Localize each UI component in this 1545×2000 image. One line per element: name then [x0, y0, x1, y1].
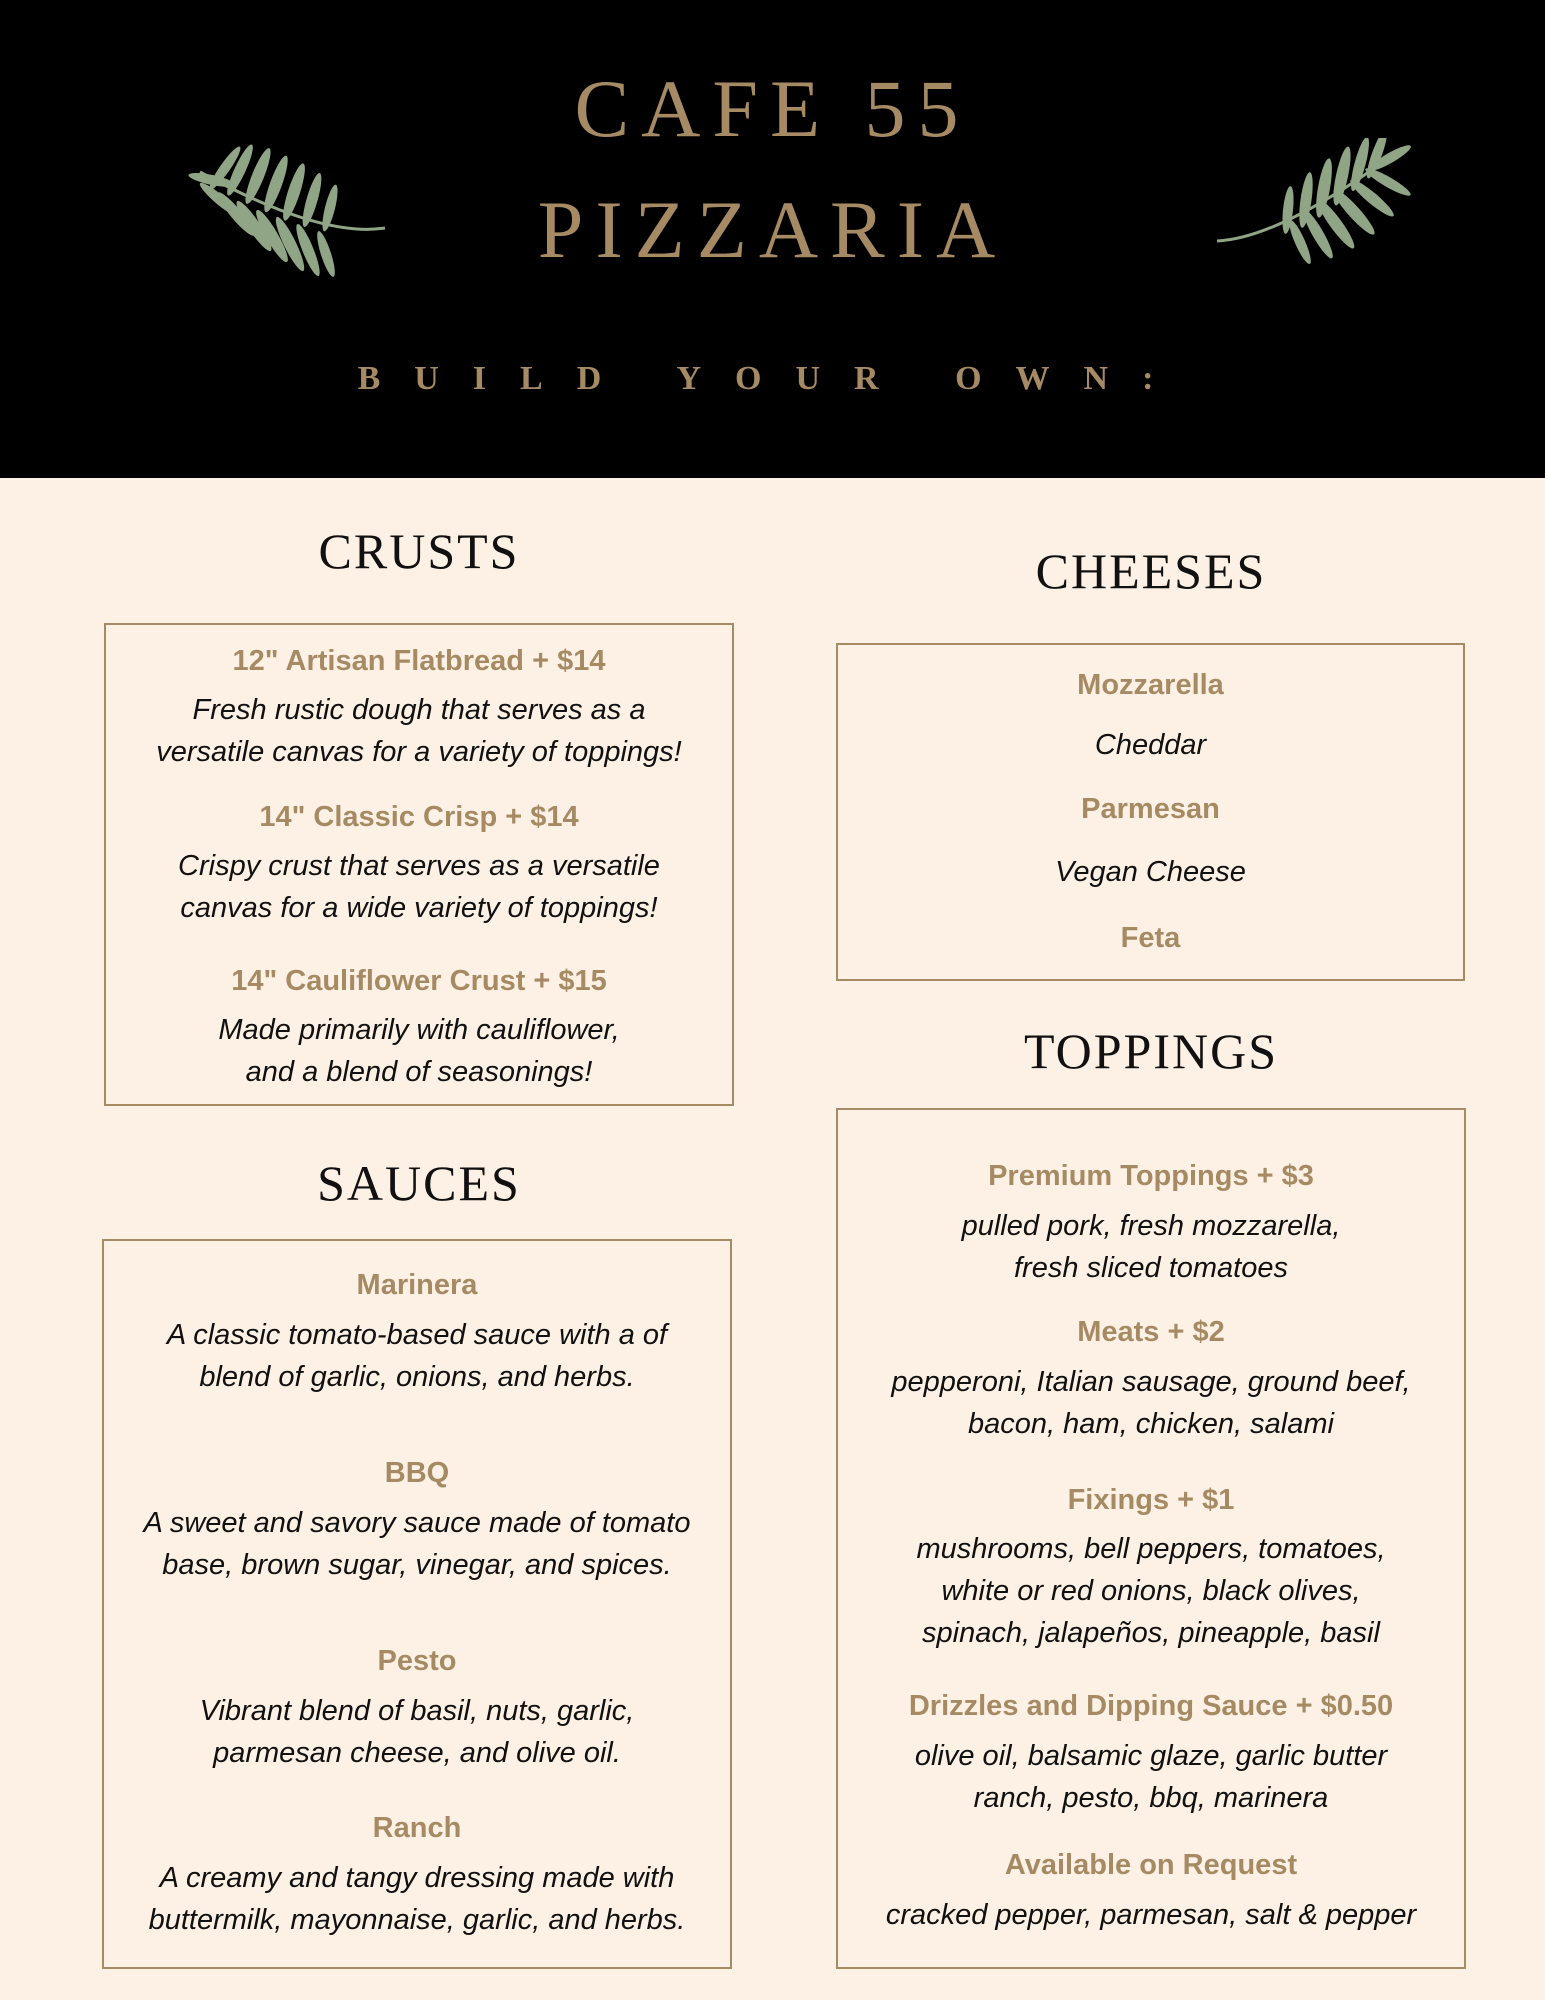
sauces-box	[102, 1239, 732, 1969]
sauce-description: base, brown sugar, vinegar, and spices.	[162, 1549, 672, 1581]
cheese-item: Feta	[1120, 922, 1181, 954]
sauce-name: Ranch	[372, 1812, 462, 1844]
cheese-item: Parmesan	[1081, 793, 1220, 825]
topping-group-name: Available on Request	[1004, 1849, 1298, 1881]
topping-list: fresh sliced tomatoes	[1013, 1252, 1288, 1284]
build-your-own-heading: BUILD YOUR OWN:	[357, 360, 1188, 397]
crust-description: versatile canvas for a variety of toppings!	[156, 736, 682, 768]
crust-name: 14" Cauliflower Crust + $15	[231, 965, 607, 997]
toppings-title: TOPPINGS	[1023, 1023, 1279, 1079]
topping-list: pulled pork, fresh mozzarella,	[961, 1210, 1341, 1242]
topping-list: pepperoni, Italian sausage, ground beef,	[891, 1366, 1411, 1398]
topping-list: white or red onions, black olives,	[941, 1575, 1361, 1607]
toppings-box	[836, 1108, 1466, 1969]
crust-name: 12" Artisan Flatbread + $14	[232, 645, 606, 677]
cheese-item: Vegan Cheese	[1055, 856, 1246, 888]
sauces-title: SAUCES	[317, 1155, 521, 1211]
sauce-description: A creamy and tangy dressing made with	[159, 1862, 675, 1894]
sauce-description: A sweet and savory sauce made of tomato	[143, 1507, 691, 1539]
topping-group-name: Premium Toppings + $3	[988, 1160, 1314, 1192]
cheese-item: Mozzarella	[1077, 669, 1224, 701]
sauce-name: BBQ	[384, 1457, 450, 1489]
topping-list: bacon, ham, chicken, salami	[968, 1408, 1334, 1440]
sauce-description: parmesan cheese, and olive oil.	[213, 1737, 621, 1769]
crust-name: 14" Classic Crisp + $14	[259, 801, 579, 833]
crusts-title: CRUSTS	[318, 523, 520, 579]
topping-list: ranch, pesto, bbq, marinera	[973, 1782, 1329, 1814]
crust-description: Crispy crust that serves as a versatile	[178, 850, 660, 882]
topping-group-name: Drizzles and Dipping Sauce + $0.50	[908, 1690, 1394, 1722]
title-line-1: CAFE 55	[574, 63, 971, 154]
topping-list: cracked pepper, parmesan, salt & pepper	[885, 1899, 1417, 1931]
crust-description: and a blend of seasonings!	[245, 1056, 593, 1088]
sauce-description: buttermilk, mayonnaise, garlic, and herbs.	[148, 1904, 686, 1936]
sauce-description: Vibrant blend of basil, nuts, garlic,	[199, 1695, 635, 1727]
topping-group-name: Meats + $2	[1077, 1316, 1225, 1348]
cheeses-box	[836, 643, 1465, 981]
title-line-2: PIZZARIA	[537, 184, 1008, 275]
topping-list: spinach, jalapeños, pineapple, basil	[922, 1617, 1380, 1649]
cheese-item: Cheddar	[1094, 729, 1207, 761]
sauce-description: A classic tomato-based sauce with a of	[166, 1319, 668, 1351]
crusts-box	[104, 623, 734, 1106]
sauce-description: blend of garlic, onions, and herbs.	[199, 1361, 635, 1393]
topping-list: olive oil, balsamic glaze, garlic butter	[914, 1740, 1388, 1772]
crust-description: Made primarily with cauliflower,	[218, 1014, 620, 1046]
crust-description: canvas for a wide variety of toppings!	[180, 892, 658, 924]
sauce-name: Pesto	[377, 1645, 457, 1677]
topping-list: mushrooms, bell peppers, tomatoes,	[916, 1533, 1386, 1565]
cheeses-title: CHEESES	[1035, 543, 1267, 599]
crust-description: Fresh rustic dough that serves as a	[192, 694, 646, 726]
topping-group-name: Fixings + $1	[1067, 1484, 1235, 1516]
sauce-name: Marinera	[356, 1269, 478, 1301]
